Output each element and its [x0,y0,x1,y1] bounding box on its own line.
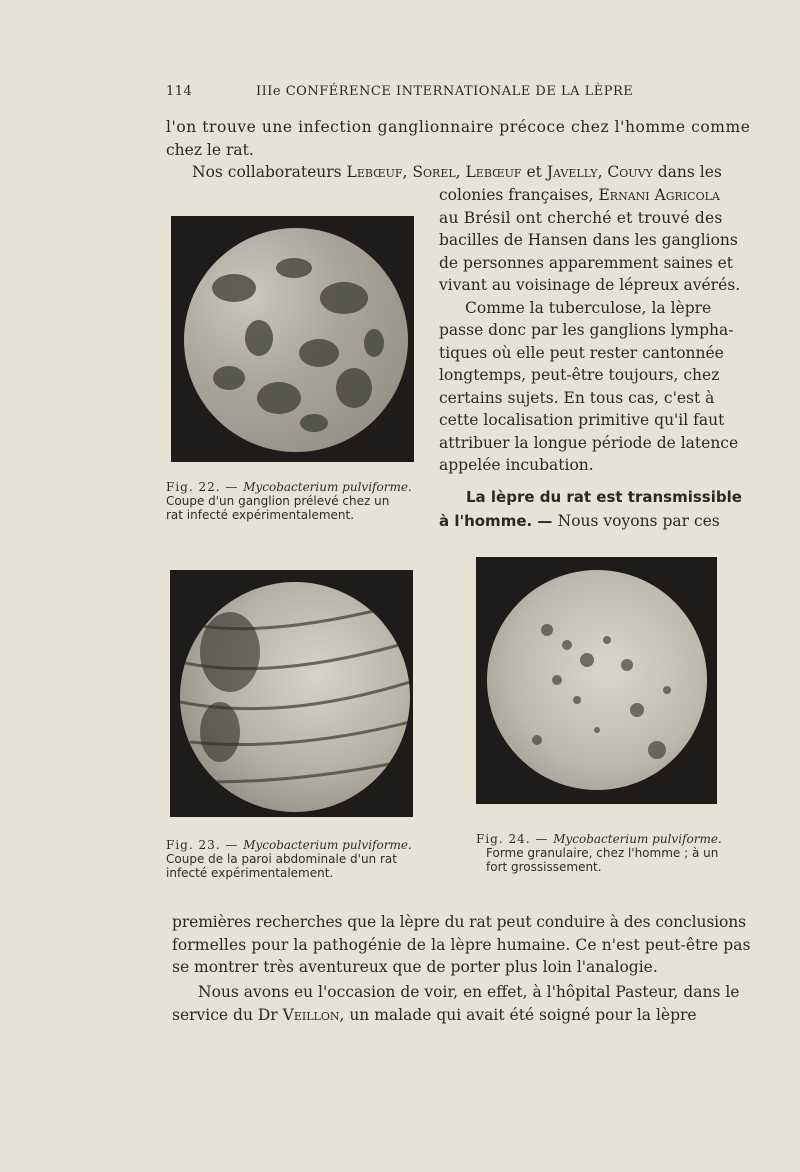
species-name: Mycobacterium pulviforme. [243,838,412,852]
microscope-field [184,228,408,452]
microscope-field [487,570,707,790]
last-paragraph [172,981,740,1026]
text-line: Comme la tuberculose, la lèpre [465,298,712,317]
text-line: chez le rat. [166,140,254,159]
figure-number: Fig. 24. — [476,832,554,846]
intro-paragraph [166,116,751,161]
text-line: bacilles de Hansen dans les ganglions [439,231,738,249]
text-line: longtemps, peut-être toujours, chez [439,366,720,384]
text-span: Nous voyons par ces [557,512,720,530]
figure-number: Fig. 22. — [166,480,244,494]
tissue-texture [180,582,410,812]
author-names: Lebœuf, Sorel, Lebœuf [346,163,522,181]
figure-23-caption [166,838,428,880]
figure-22-image [171,216,414,462]
caption-line: Coupe d'un ganglion prélevé chez un [166,494,390,508]
figure-24-image [476,557,717,804]
figure-number: Fig. 23. — [166,838,244,852]
text-line: passe donc par les ganglions lympha- [439,321,734,339]
heading-line-2 [439,510,720,533]
tissue-texture [487,570,707,790]
text-line: tiques où elle peut rester cantonnée [439,343,724,362]
author-names: Veillon [282,1005,340,1024]
text-line: vivant au voisinage de lépreux avérés. [439,276,741,294]
text-line: formelles pour la pathogénie de la lèpre humaine. Ce n'est peut-être pas [172,935,751,954]
text-line: au Brésil ont cherché et trouvé des [439,208,723,227]
text-line: Nous avons eu l'occasion de voir, en effet, à l'hôpital Pasteur, dans le [198,983,740,1001]
species-name: Mycobacterium pulviforme. [243,480,412,494]
text-span: Nos collaborateurs [192,163,347,181]
text-line: se montrer très aventureux que de porter plus loin l'analogie. [172,958,658,976]
species-name: Mycobacterium pulviforme. [553,832,722,846]
text-line: l'on trouve une infection ganglionnaire précoce chez l'homme comme [166,118,751,136]
text-span: service du Dr [172,1005,283,1024]
text-span: , un malade qui avait été soigné pour la lèpre [339,1005,697,1024]
running-title: IIIe CONFÉRENCE INTERNATIONALE DE LA LÈPRE [256,84,634,99]
figure-24-caption [476,832,726,874]
text-line [172,1004,722,1027]
author-names: Javelly, Couvy [546,163,653,181]
caption-line: Forme granulaire, chez l'homme ; à un [486,846,719,860]
text-line: cette localisation primitive qu'il faut [439,411,725,429]
text-span: dans les [652,163,722,181]
collaborators-line [192,161,722,184]
tissue-texture [184,228,408,452]
figure-22-caption [166,480,426,522]
text-line: appelée incubation. [439,456,594,474]
text-line: attribuer la longue période de latence [439,433,739,452]
caption-line: rat infecté expérimentalement. [166,508,355,522]
heading-continuation: à l'homme. — [439,512,558,530]
text-line: certains sujets. En tous cas, c'est à [439,388,715,407]
page-number: 114 [166,84,193,99]
caption-line: fort grossissement. [486,860,602,874]
figure-23-image [170,570,413,817]
text-line: de personnes apparemment saines et [439,253,734,272]
author-names: Ernani Agricola [598,186,720,204]
microscope-field [180,582,410,812]
caption-line: infecté expérimentalement. [166,866,334,880]
caption-line: Coupe de la paroi abdominale d'un rat [166,852,397,866]
bottom-paragraph [172,911,751,979]
section-heading: La lèpre du rat est transmissible [466,488,742,506]
text-line: colonies françaises, Ernani Agricola [439,186,720,204]
text-span: et [521,163,547,181]
right-column-paragraph [439,184,741,477]
text-line: premières recherches que la lèpre du rat peut conduire à des conclusions [172,913,747,931]
